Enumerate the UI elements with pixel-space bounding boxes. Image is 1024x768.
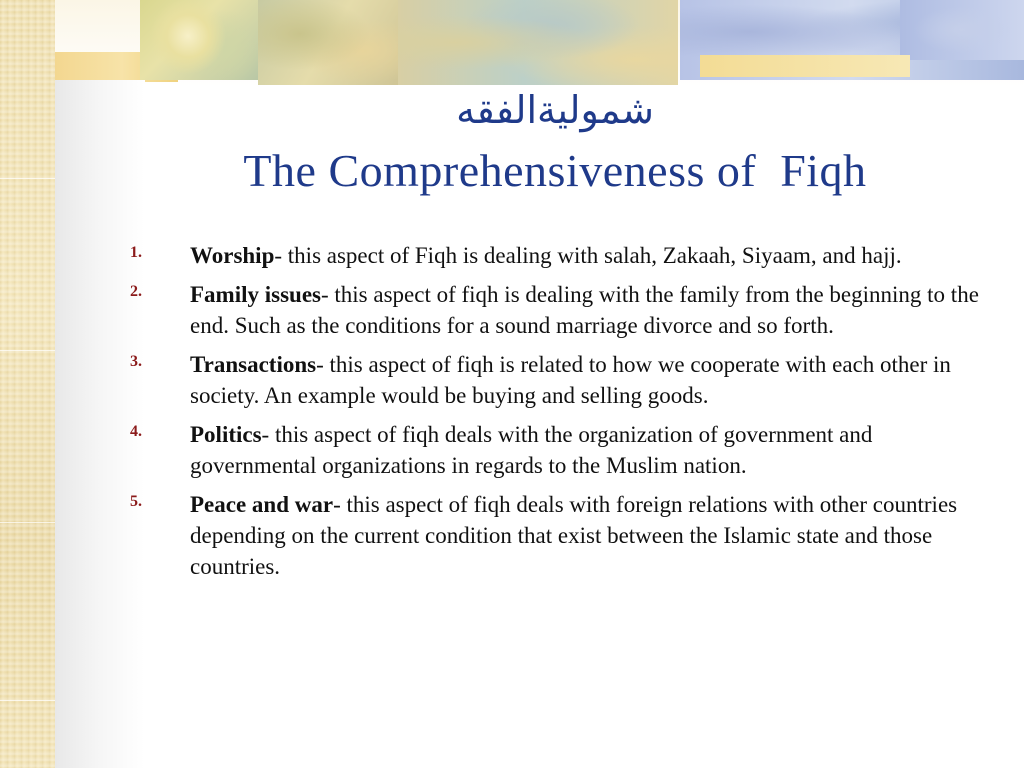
decorative-tile: [140, 0, 260, 80]
list-item-text: [190, 240, 990, 271]
strip-seam: [0, 700, 55, 701]
list-item: [130, 240, 990, 271]
decorative-tile: [900, 0, 1024, 60]
list-item-text: [190, 419, 990, 481]
list-item-text: [190, 489, 990, 582]
decorative-tile: [398, 0, 678, 85]
list-item-description: - this aspect of fiqh is dealing with the family from the beginning to the end. Such as the conditions for a sound marriage divorce and so forth.: [190, 282, 979, 338]
decorative-tile: [700, 55, 910, 77]
list-item-description: - this aspect of Fiqh is dealing with salah, Zakaah, Siyaam, and hajj.: [274, 243, 902, 268]
list-item-term: Politics: [190, 422, 262, 447]
list-item-text: [190, 349, 990, 411]
strip-seam: [0, 178, 55, 179]
list-item-description: - this aspect of fiqh deals with the organization of government and governmental organizations in regards to the Muslim nation.: [190, 422, 873, 478]
list-item-number: 2.: [130, 283, 142, 300]
list-item-term: Transactions: [190, 352, 317, 377]
list-item: [130, 279, 990, 341]
list-item-number: 1.: [130, 244, 142, 261]
list-item-term: Worship: [190, 243, 275, 268]
aspects-list: [130, 240, 990, 590]
decorative-top-band: [0, 0, 1024, 86]
decorative-tile: [258, 0, 398, 85]
list-item-number: 3.: [130, 353, 142, 370]
list-item-description: - this aspect of fiqh deals with foreign relations with other countries depending on the current condition that exist between the Islamic state and those countries.: [190, 492, 958, 579]
list-item-description: - this aspect of fiqh is related to how we cooperate with each other in society. An example would be buying and selling goods.: [190, 352, 951, 408]
list-item-term: Family issues: [190, 282, 321, 307]
strip-seam: [0, 522, 55, 523]
title-arabic: شموليةالفقه: [456, 88, 654, 132]
list-item: [130, 349, 990, 411]
list-item-number: 5.: [130, 493, 142, 510]
list-item: [130, 419, 990, 481]
list-item: [130, 489, 990, 582]
slide-title: [160, 88, 950, 198]
list-item-term: Peace and war: [190, 492, 334, 517]
strip-seam: [0, 350, 55, 351]
title-english: The Comprehensiveness of Fiqh: [243, 145, 867, 196]
decorative-left-strip: [0, 0, 55, 768]
list-item-number: 4.: [130, 423, 142, 440]
list-item-text: [190, 279, 990, 341]
